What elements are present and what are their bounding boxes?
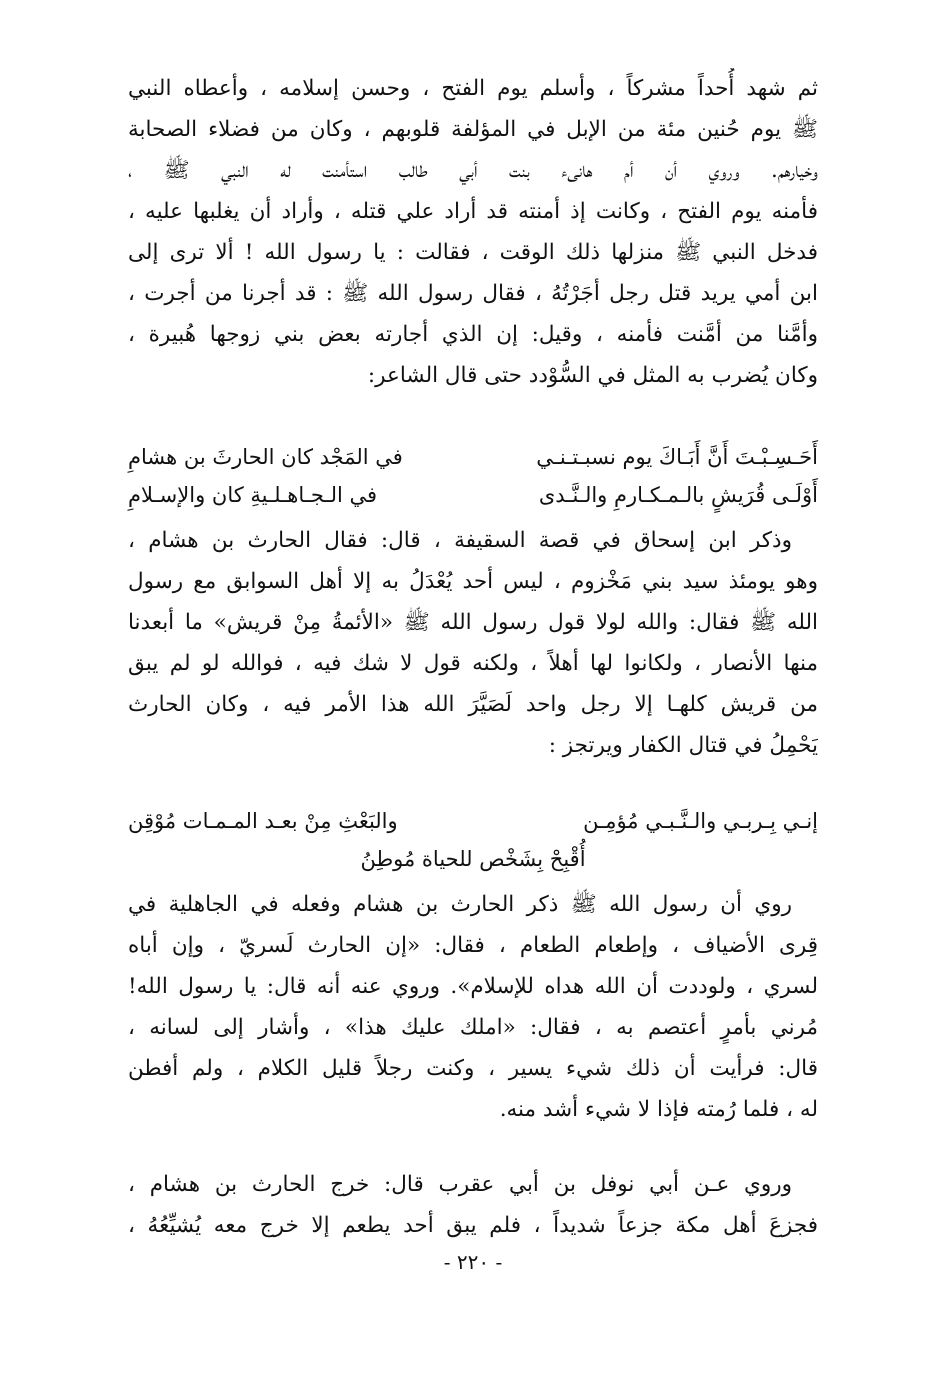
paragraph-2 [128, 520, 818, 766]
verse-first-hemistich: إنـي بِـربـي والـنَّـبـي مُؤمِـن [583, 809, 818, 833]
text-line: وأمَّنا من أمَّنت فأمنه ، وقيل: إن الذي أجارته بعض بني زوجها هُبيرة ، [128, 322, 818, 347]
verse-first-hemistich: أَحَـسِـبْـتَ أَنَّ أَبَـاكَ يوم نسبـتـنـي [536, 445, 818, 469]
text-line: فجزعَ أهل مكة جزعاً شديداً ، فلم يبق أحد يطعم إلا خرج معه يُشيِّعُهُ ، [128, 1213, 818, 1238]
text-line: وهو يومئذ سيد بني مَخْزوم ، ليس أحد يُعْدَلُ به إلا أهل السوابق مع رسول [128, 569, 818, 594]
text-line: وروي عـن أبي نوفل بن أبي عقرب قال: خرج الحارث بن هشام ، [128, 1172, 792, 1197]
poem-2 [128, 802, 818, 878]
text-line: وكان يُضرب به المثل في السُّوْدد حتى قال الشاعر: [367, 363, 818, 388]
text-line: وذكر ابن إسحاق في قصة السقيفة ، قال: فقال الحارث بن هشام ، [128, 528, 792, 553]
text-line: ﷺ يوم حُنين مئة من الإبل في المؤلفة قلوبهم ، وكان من فضلاء الصحابة [128, 117, 818, 142]
text-line: قِرى الأضياف ، وإطعام الطعام ، فقال: «إن الحارث لَسريّ ، وإن أباه [128, 933, 818, 958]
text-line: فأمنه يوم الفتح ، وكانت إذ أمنته قد أراد علي قتله ، وأراد أن يغلبها عليه ، [128, 199, 818, 224]
text-line: يَحْمِلُ في قتال الكفار ويرتجز : [548, 733, 818, 758]
verse-second-hemistich: في المَجْد كان الحارثَ بن هشامِ [128, 445, 403, 469]
text-line: قال: فرأيت أن ذلك شيء يسير ، وكنت رجلاً قليل الكلام ، ولم أفطن [128, 1056, 818, 1081]
text-line: وخيارهم. وروي أن أم هانىء بنت أبي طالب استأمنت له النبي ﷺ ، [128, 158, 818, 183]
book-page [128, 68, 818, 1313]
verse-second-hemistich: والبَعْثِ مِنْ بعـد المـمـات مُوْقِن [128, 809, 398, 833]
paragraph-1 [128, 68, 818, 396]
text-line: فدخل النبي ﷺ منزلها ذلك الوقت ، فقالت : يا رسول الله ! ألا ترى إلى [128, 240, 818, 265]
poem-1 [128, 438, 818, 514]
verse-second-hemistich: في الـجـاهـلـيةِ كان والإسـلامِ [128, 483, 378, 507]
text-line: من قريش كلهـا إلا رجل واحد لَصَيَّرَ الله هذا الأمر فيه ، وكان الحارث [128, 692, 818, 717]
text-line: مُرني بأمرٍ أعتصم به ، فقال: «املك عليك هذا» ، وأشار إلى لسانه ، [128, 1015, 818, 1040]
text-line: له ، فلما رُمته فإذا لا شيء أشد منه. [499, 1097, 818, 1122]
poem-verse [128, 438, 818, 476]
verse-first-hemistich: أَوْلَـى قُرَيشٍ بالـمـكـارمِ والـنَّـدى [538, 483, 818, 507]
paragraph-4 [128, 1164, 818, 1246]
text-line: روي أن رسول الله ﷺ ذكر الحارث بن هشام وفعله في الجاهلية في [128, 892, 792, 917]
poem-verse [128, 476, 818, 514]
poem-verse-centered: أُقْبِحْ بِشَخْص للحياة مُوطِنُ [360, 847, 586, 871]
poem-verse [128, 802, 818, 840]
text-line: منها الأنصار ، ولكانوا لها أهلاً ، ولكنه قول لا شك فيه ، فوالله لو لم يبق [128, 651, 818, 676]
paragraph-3 [128, 884, 818, 1130]
text-line: الله ﷺ فقال: والله لولا قول رسول الله ﷺ «الأئمةُ مِنْ قريش» ما أبعدنا [128, 610, 818, 635]
text-line: ابن أمي يريد قتل رجل أجَرْتُهُ ، فقال رسول الله ﷺ : قد أجرنا من أجرت ، [128, 281, 818, 306]
page-number: - ٢٢٠ - [443, 1250, 503, 1274]
text-line: ثم شهد أُحداً مشركاً ، وأسلم يوم الفتح ، وحسن إسلامه ، وأعطاه النبي [128, 76, 818, 101]
text-line: لسري ، ولوددت أن الله هداه للإسلام». وروي عنه أنه قال: يا رسول الله! [128, 974, 818, 999]
